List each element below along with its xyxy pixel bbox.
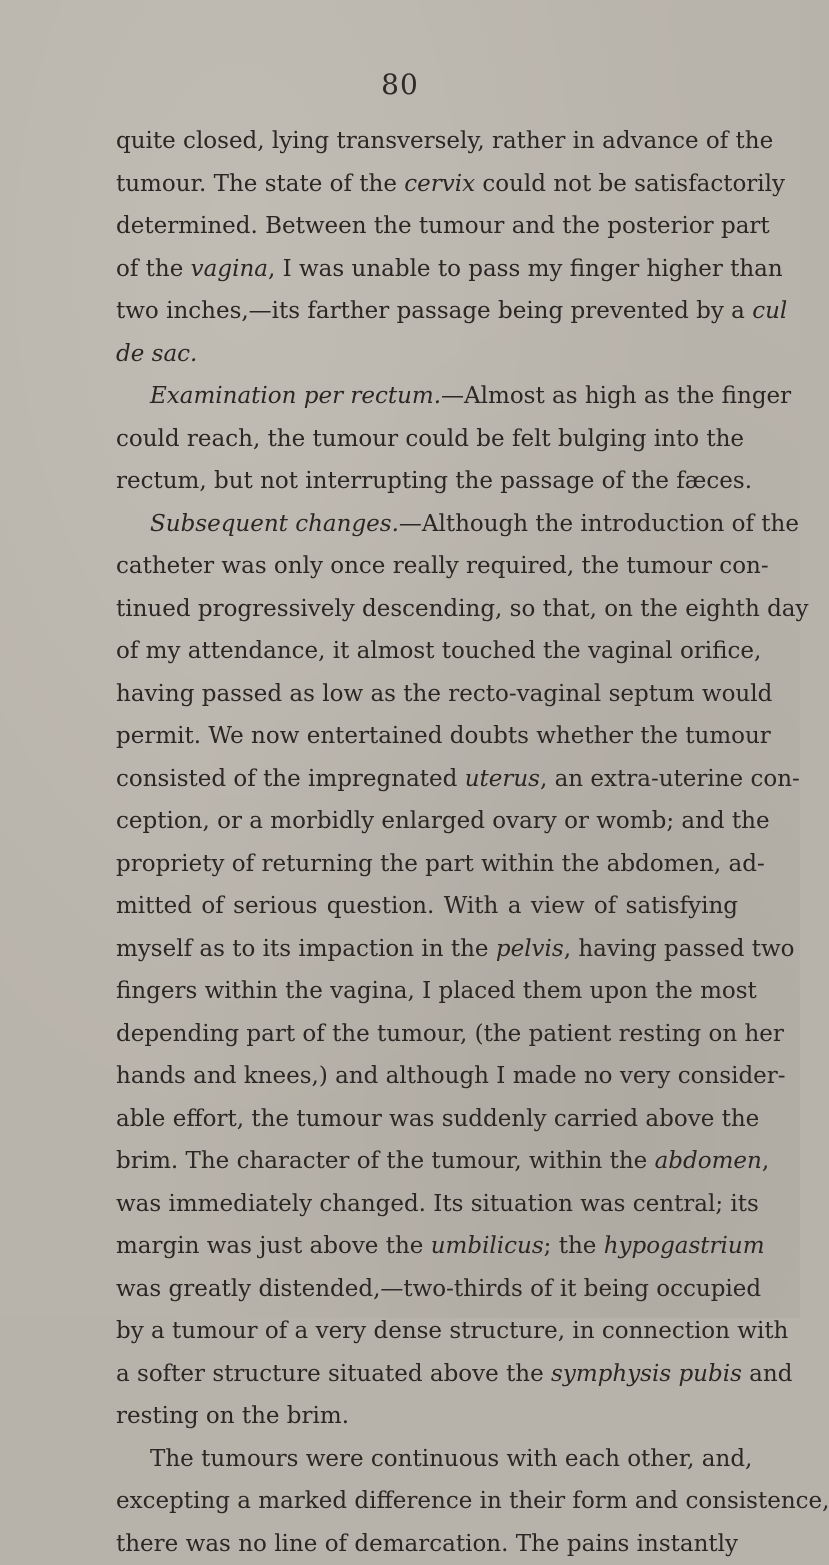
text-line — [116, 885, 738, 928]
text-line — [116, 163, 738, 206]
text-line — [116, 1268, 738, 1311]
text-segment: resting on the brim. — [116, 1403, 349, 1429]
text-line — [116, 1395, 738, 1438]
text-segment: was greatly distended,—two-thirds of it being occupied — [116, 1276, 761, 1302]
text-segment: myself as to its impaction in the — [116, 936, 496, 962]
text-line — [116, 970, 738, 1013]
text-line — [116, 630, 738, 673]
text-line — [116, 248, 738, 291]
text-segment: ; the — [544, 1233, 604, 1259]
text-segment: —Although the introduction of the — [399, 511, 799, 537]
text-line — [116, 800, 738, 843]
text-line — [116, 1225, 738, 1268]
text-line — [116, 1013, 738, 1056]
text-segment: determined. Between the tumour and the posterior part — [116, 213, 770, 239]
italic-text: cervix — [404, 171, 475, 197]
text-segment: The tumours were continuous with each other, and, — [150, 1446, 752, 1472]
text-line — [116, 1055, 738, 1098]
italic-text: pelvis — [496, 936, 564, 962]
text-line — [116, 545, 738, 588]
italic-text: de sac. — [116, 341, 197, 367]
text-segment: by a tumour of a very dense structure, in connection with — [116, 1318, 788, 1344]
italic-text: abdomen — [655, 1148, 762, 1174]
text-line — [116, 333, 738, 376]
text-segment: propriety of returning the part within the abdomen, ad- — [116, 851, 765, 877]
text-segment: was immediately changed. Its situation was central; its — [116, 1191, 759, 1217]
text-line — [116, 1438, 738, 1481]
text-line — [116, 928, 738, 971]
text-line — [116, 1140, 738, 1183]
page-number: 80 — [0, 68, 800, 101]
italic-text: symphysis pubis — [551, 1361, 742, 1387]
text-segment: —Almost as high as the finger — [441, 383, 791, 409]
italic-text: hypogastrium — [604, 1233, 765, 1259]
italic-text: umbilicus — [431, 1233, 544, 1259]
text-segment: fingers within the vagina, I placed them upon the most — [116, 978, 757, 1004]
text-segment: , an extra-uterine con- — [540, 766, 800, 792]
text-segment: of my attendance, it almost touched the vaginal orifice, — [116, 638, 761, 664]
text-segment: brim. The character of the tumour, within the — [116, 1148, 655, 1174]
italic-text: Subsequent changes. — [150, 511, 399, 537]
italic-text: vagina — [191, 256, 268, 282]
text-line — [116, 375, 738, 418]
text-line — [116, 1098, 738, 1141]
text-segment: , I was unable to pass my finger higher than — [268, 256, 783, 282]
text-segment: permit. We now entertained doubts whether the tumour — [116, 723, 771, 749]
text-segment: consisted of the impregnated — [116, 766, 465, 792]
text-segment: quite closed, lying transversely, rather in advance of the — [116, 128, 773, 154]
text-segment: depending part of the tumour, (the patient resting on her — [116, 1021, 784, 1047]
text-segment: , — [762, 1148, 769, 1174]
text-segment: margin was just above the — [116, 1233, 431, 1259]
text-line — [116, 1523, 738, 1565]
text-segment: rectum, but not interrupting the passage of the fæces. — [116, 468, 752, 494]
text-segment: of the — [116, 256, 191, 282]
text-line — [116, 1183, 738, 1226]
text-line — [116, 205, 738, 248]
text-segment: able effort, the tumour was suddenly carried above the — [116, 1106, 759, 1132]
italic-text: cul — [752, 298, 787, 324]
text-segment: there was no line of demarcation. The pains instantly — [116, 1531, 738, 1557]
text-segment: two inches,—its farther passage being prevented by a — [116, 298, 752, 324]
text-line — [116, 460, 738, 503]
text-segment: hands and knees,) and although I made no very consider- — [116, 1063, 786, 1089]
text-line — [116, 673, 738, 716]
italic-text: Examination per rectum. — [150, 383, 441, 409]
italic-text: uterus — [465, 766, 540, 792]
text-line — [116, 588, 738, 631]
text-line — [116, 418, 738, 461]
text-segment: and — [742, 1361, 793, 1387]
text-segment: catheter was only once really required, the tumour con- — [116, 553, 769, 579]
text-line — [116, 1310, 738, 1353]
text-segment: mitted of serious question. With a view of satisfying — [116, 893, 738, 919]
text-line — [116, 843, 738, 886]
text-segment: a softer structure situated above the — [116, 1361, 551, 1387]
text-segment: could reach, the tumour could be felt bulging into the — [116, 426, 744, 452]
text-line — [116, 120, 738, 163]
text-line — [116, 290, 738, 333]
body-text — [116, 120, 738, 1565]
text-line — [116, 503, 738, 546]
text-segment: excepting a marked difference in their form and consistence, — [116, 1488, 829, 1514]
text-line — [116, 758, 738, 801]
text-segment: tumour. The state of the — [116, 171, 404, 197]
text-segment: having passed as low as the recto-vaginal septum would — [116, 681, 772, 707]
text-line — [116, 1480, 738, 1523]
text-segment: could not be satisfactorily — [475, 171, 785, 197]
text-segment: ception, or a morbidly enlarged ovary or womb; and the — [116, 808, 770, 834]
text-segment: tinued progressively descending, so that, on the eighth day — [116, 596, 809, 622]
text-segment: , having passed two — [564, 936, 795, 962]
text-line — [116, 1353, 738, 1396]
text-line — [116, 715, 738, 758]
